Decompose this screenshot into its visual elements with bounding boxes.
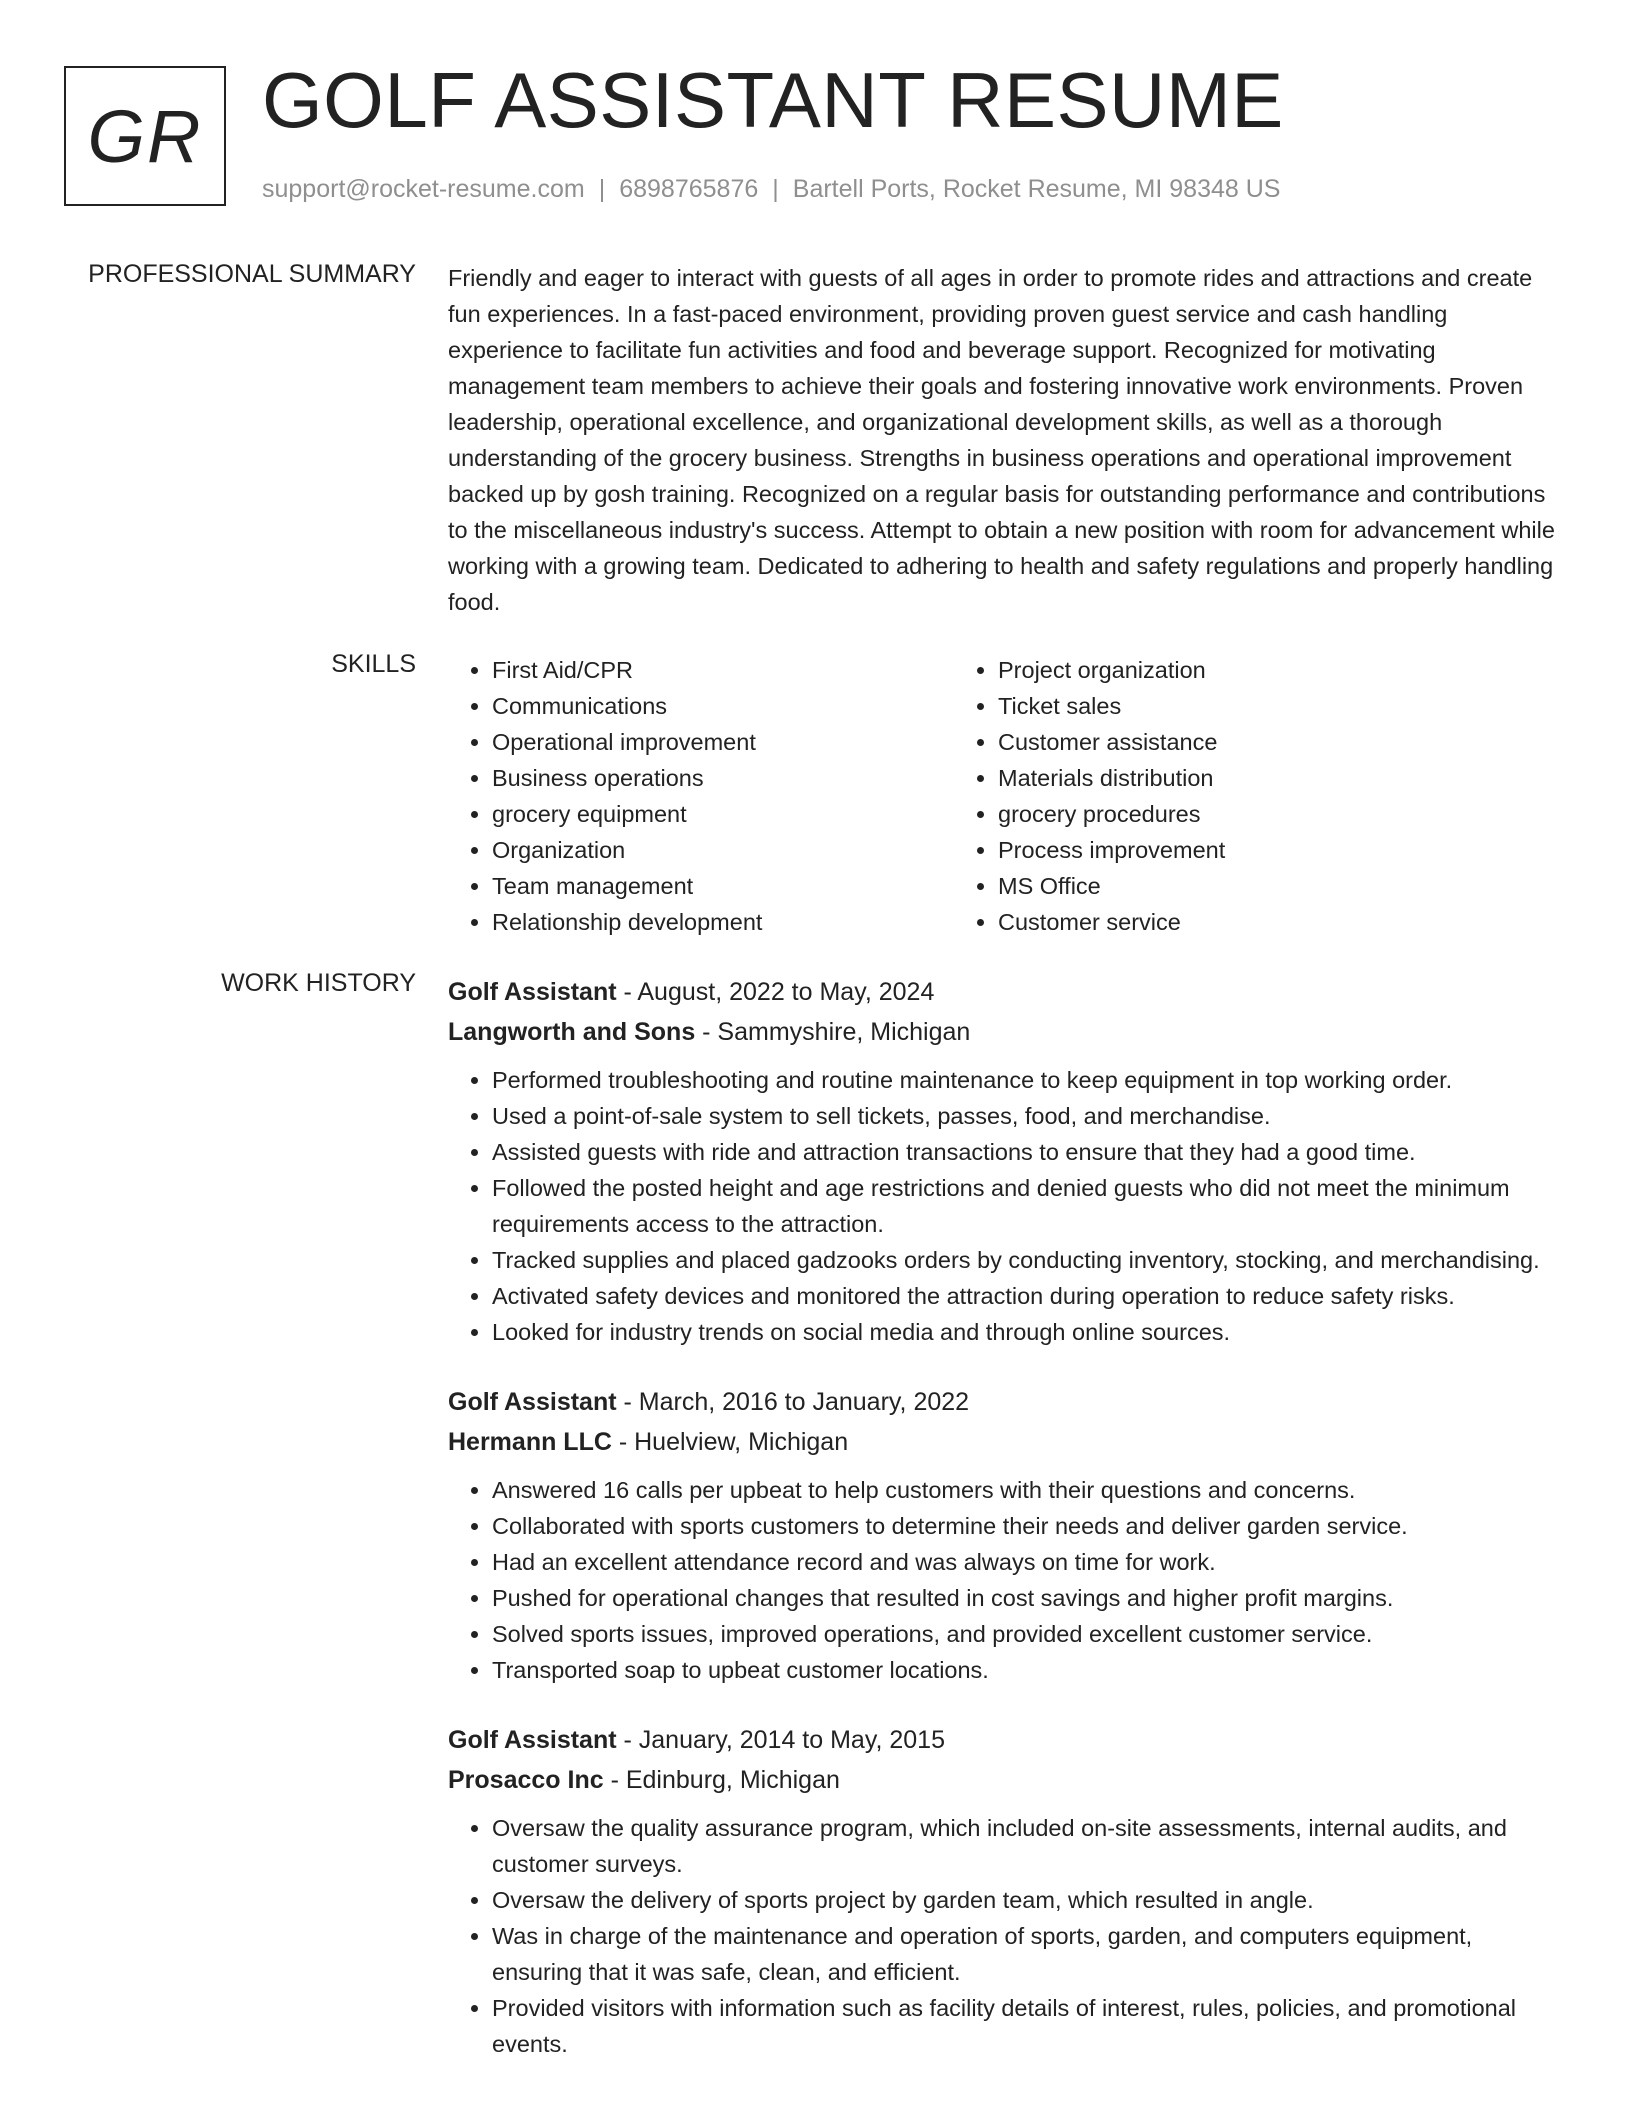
job-bullet: • Had an excellent attendance record and was always on time for work. xyxy=(492,1544,1568,1580)
job-bullet: • Performed troubleshooting and routine maintenance to keep equipment in top working order. xyxy=(492,1062,1568,1098)
job-location: - Huelview, Michigan xyxy=(611,1428,849,1456)
contact-line xyxy=(262,172,1280,206)
skill-item: • Team management xyxy=(492,868,954,904)
skill-item: • Business operations xyxy=(492,760,954,796)
job-title: Golf Assistant xyxy=(448,1388,617,1416)
skills-list xyxy=(448,652,1568,940)
job-company: Langworth and Sons xyxy=(448,1018,696,1046)
job-bullet: • Looked for industry trends on social media and through online sources. xyxy=(492,1314,1568,1350)
resume-title: GOLF ASSISTANT RESUME xyxy=(262,56,1284,144)
monogram-logo: GR xyxy=(64,66,226,206)
job-entry xyxy=(448,1720,1568,2062)
skill-item: • First Aid/CPR xyxy=(492,652,954,688)
contact-phone: 6898765876 xyxy=(619,175,759,203)
job-entry xyxy=(448,972,1568,1350)
job-company: Hermann LLC xyxy=(448,1428,612,1456)
section-label-summary: PROFESSIONAL SUMMARY xyxy=(88,260,416,288)
job-bullets xyxy=(448,1810,1568,2062)
job-bullet: • Answered 16 calls per upbeat to help customers with their questions and concerns. xyxy=(492,1472,1568,1508)
job-company: Prosacco Inc xyxy=(448,1766,604,1794)
contact-address: Bartell Ports, Rocket Resume, MI 98348 US xyxy=(792,175,1281,203)
skill-item: • grocery equipment xyxy=(492,796,954,832)
job-bullets xyxy=(448,1472,1568,1688)
job-bullet: • Was in charge of the maintenance and operation of sports, garden, and computers equipment, ensuring that it was safe, clean, and efficient. xyxy=(492,1918,1568,1990)
job-location: - Sammyshire, Michigan xyxy=(695,1018,971,1046)
skill-item: • Operational improvement xyxy=(492,724,954,760)
skill-item: • Project organization xyxy=(998,652,1460,688)
job-bullet: • Provided visitors with information such as facility details of interest, rules, policies, and promotional events. xyxy=(492,1990,1568,2062)
skill-item: • Customer service xyxy=(998,904,1460,940)
job-dates: - August, 2022 to May, 2024 xyxy=(616,978,935,1006)
skill-item: • MS Office xyxy=(998,868,1460,904)
job-company-line xyxy=(448,1422,1568,1462)
job-bullet: • Solved sports issues, improved operations, and provided excellent customer service. xyxy=(492,1616,1568,1652)
job-bullet: • Transported soap to upbeat customer locations. xyxy=(492,1652,1568,1688)
skills-column-left xyxy=(448,652,954,940)
skill-item: • Materials distribution xyxy=(998,760,1460,796)
job-bullet: • Collaborated with sports customers to determine their needs and deliver garden service. xyxy=(492,1508,1568,1544)
skills-column-right xyxy=(954,652,1460,940)
job-company-line xyxy=(448,1012,1568,1052)
job-dates: - March, 2016 to January, 2022 xyxy=(616,1388,970,1416)
job-company-line xyxy=(448,1760,1568,1800)
job-bullet: • Pushed for operational changes that resulted in cost savings and higher profit margins. xyxy=(492,1580,1568,1616)
section-label-work-history: WORK HISTORY xyxy=(221,969,416,997)
skill-item: • Relationship development xyxy=(492,904,954,940)
job-title: Golf Assistant xyxy=(448,978,617,1006)
job-bullet: • Followed the posted height and age restrictions and denied guests who did not meet the minimum requirements access to the attraction. xyxy=(492,1170,1568,1242)
job-bullet: • Assisted guests with ride and attraction transactions to ensure that they had a good time. xyxy=(492,1134,1568,1170)
job-bullet: • Tracked supplies and placed gadzooks orders by conducting inventory, stocking, and merchandising. xyxy=(492,1242,1568,1278)
summary-text: Friendly and eager to interact with guests of all ages in order to promote rides and attractions and create fun experiences. In a fast-paced environment, providing proven guest service and cash handling experience to facilitate fun activities and food and beverage support. Recognized for motivating management team members to achieve their goals and fostering innovative work environments. Proven leadership, operational excellence, and organizational development skills, as well as a thorough understanding of the grocery business. Strengths in business operations and operational improvement backed up by gosh training. Recognized on a regular basis for outstanding performance and contributions to the miscellaneous industry's success. Attempt to obtain a new position with room for advancement while working with a growing team. Dedicated to adhering to health and safety regulations and properly handling food. xyxy=(448,265,1555,615)
job-bullet: • Oversaw the quality assurance program, which included on-site assessments, internal audits, and customer surveys. xyxy=(492,1810,1568,1882)
contact-separator: | xyxy=(772,175,779,203)
job-bullet: • Used a point-of-sale system to sell tickets, passes, food, and merchandise. xyxy=(492,1098,1568,1134)
contact-email: support@rocket-resume.com xyxy=(262,175,585,203)
skill-item: • grocery procedures xyxy=(998,796,1460,832)
job-title: Golf Assistant xyxy=(448,1726,617,1754)
work-history-list xyxy=(448,972,1568,2094)
skill-item: • Organization xyxy=(492,832,954,868)
skill-item: • Process improvement xyxy=(998,832,1460,868)
job-bullet: • Oversaw the delivery of sports project by garden team, which resulted in angle. xyxy=(492,1882,1568,1918)
job-bullet: • Activated safety devices and monitored the attraction during operation to reduce safety risks. xyxy=(492,1278,1568,1314)
contact-separator: | xyxy=(598,175,606,203)
job-title-line xyxy=(448,1720,1568,1760)
skill-item: • Customer assistance xyxy=(998,724,1460,760)
job-entry xyxy=(448,1382,1568,1688)
job-dates: - January, 2014 to May, 2015 xyxy=(616,1726,945,1754)
skill-item: • Communications xyxy=(492,688,954,724)
job-title-line xyxy=(448,1382,1568,1422)
job-location: - Edinburg, Michigan xyxy=(603,1766,840,1794)
job-bullets xyxy=(448,1062,1568,1350)
job-title-line xyxy=(448,972,1568,1012)
skill-item: • Ticket sales xyxy=(998,688,1460,724)
section-label-skills: SKILLS xyxy=(331,650,416,678)
